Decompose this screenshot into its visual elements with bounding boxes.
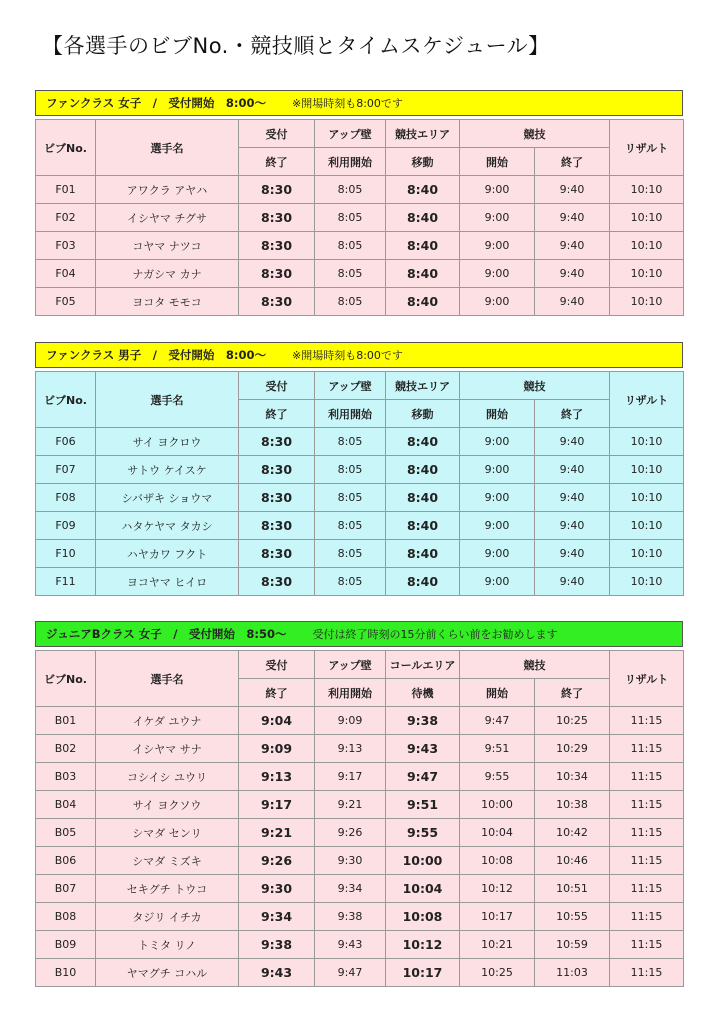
start-cell: 9:00 [460,428,535,456]
area-cell: 8:40 [386,540,460,568]
result-cell: 11:15 [610,903,684,931]
header-reception: 受付 [239,372,315,400]
reception-cell: 9:17 [239,791,315,819]
start-cell: 10:21 [460,931,535,959]
bib-cell: F10 [36,540,96,568]
start-cell: 9:00 [460,568,535,596]
area-cell: 8:40 [386,456,460,484]
table-row [36,847,684,875]
header-area-move: 移動 [386,148,460,176]
header-call-area: コールエリア [386,651,460,679]
table-row [36,540,684,568]
end-cell: 10:29 [535,735,610,763]
reception-cell: 9:38 [239,931,315,959]
name-cell: コヤマ ナツコ [96,232,239,260]
name-cell: サイ ヨクロウ [96,428,239,456]
table-row [36,707,684,735]
name-cell: ハタケヤマ タカシ [96,512,239,540]
end-cell: 10:46 [535,847,610,875]
table-row [36,763,684,791]
section-banner [35,342,683,368]
name-cell: イシヤマ チグサ [96,204,239,232]
result-cell: 11:15 [610,763,684,791]
table-row [36,512,684,540]
result-cell: 11:15 [610,791,684,819]
end-cell: 9:40 [535,232,610,260]
header-bib: ビブNo. [36,120,96,176]
end-cell: 9:40 [535,428,610,456]
start-cell: 9:00 [460,512,535,540]
warmup-cell: 8:05 [315,288,386,316]
end-cell: 9:40 [535,204,610,232]
reception-cell: 8:30 [239,568,315,596]
table-row [36,931,684,959]
start-cell: 9:47 [460,707,535,735]
header-call-area-wait: 待機 [386,679,460,707]
area-cell: 9:51 [386,791,460,819]
reception-cell: 8:30 [239,288,315,316]
end-cell: 9:40 [535,512,610,540]
name-cell: ナガシマ カナ [96,260,239,288]
header-bib: ビブNo. [36,372,96,428]
bib-cell: B07 [36,875,96,903]
banner-label: ジュニアBクラス 女子 / 受付開始 8:50～ [46,627,287,641]
start-cell: 9:00 [460,204,535,232]
reception-cell: 9:30 [239,875,315,903]
header-competition: 競技 [460,372,610,400]
reception-cell: 8:30 [239,204,315,232]
header-start: 開始 [460,148,535,176]
table-row [36,428,684,456]
name-cell: イケダ ユウナ [96,707,239,735]
header-name: 選手名 [96,372,239,428]
header-reception: 受付 [239,651,315,679]
warmup-cell: 9:13 [315,735,386,763]
table-row [36,232,684,260]
start-cell: 10:00 [460,791,535,819]
result-cell: 11:15 [610,819,684,847]
warmup-cell: 8:05 [315,484,386,512]
start-cell: 9:00 [460,232,535,260]
area-cell: 10:12 [386,931,460,959]
reception-cell: 9:43 [239,959,315,987]
start-cell: 10:25 [460,959,535,987]
name-cell: シバザキ ショウマ [96,484,239,512]
name-cell: サトウ ケイスケ [96,456,239,484]
table-row [36,735,684,763]
warmup-cell: 9:17 [315,763,386,791]
header-area-move: 移動 [386,400,460,428]
header-end: 終了 [535,148,610,176]
table-row [36,260,684,288]
result-cell: 10:10 [610,456,684,484]
result-cell: 10:10 [610,484,684,512]
end-cell: 10:51 [535,875,610,903]
name-cell: シマダ センリ [96,819,239,847]
header-name: 選手名 [96,120,239,176]
result-cell: 11:15 [610,931,684,959]
reception-cell: 9:13 [239,763,315,791]
name-cell: ハヤカワ フクト [96,540,239,568]
warmup-cell: 9:47 [315,959,386,987]
schedule-section-fan-women [35,90,683,316]
start-cell: 10:08 [460,847,535,875]
result-cell: 11:15 [610,875,684,903]
header-reception-end: 終了 [239,148,315,176]
bib-cell: F04 [36,260,96,288]
reception-cell: 8:30 [239,456,315,484]
bib-cell: B05 [36,819,96,847]
table-row [36,484,684,512]
reception-cell: 9:34 [239,903,315,931]
bib-cell: F03 [36,232,96,260]
header-warmup-start: 利用開始 [315,400,386,428]
warmup-cell: 8:05 [315,540,386,568]
result-cell: 11:15 [610,959,684,987]
bib-cell: B06 [36,847,96,875]
warmup-cell: 8:05 [315,260,386,288]
section-banner [35,90,683,116]
end-cell: 9:40 [535,260,610,288]
end-cell: 11:03 [535,959,610,987]
result-cell: 10:10 [610,232,684,260]
header-warmup: アップ壁 [315,651,386,679]
start-cell: 9:51 [460,735,535,763]
table-row [36,875,684,903]
result-cell: 10:10 [610,260,684,288]
banner-label: ファンクラス 女子 / 受付開始 8:00～ [46,96,267,110]
area-cell: 8:40 [386,232,460,260]
warmup-cell: 8:05 [315,512,386,540]
area-cell: 10:17 [386,959,460,987]
end-cell: 10:42 [535,819,610,847]
header-bib: ビブNo. [36,651,96,707]
warmup-cell: 9:34 [315,875,386,903]
name-cell: ヤマグチ コハル [96,959,239,987]
end-cell: 9:40 [535,176,610,204]
result-cell: 10:10 [610,428,684,456]
header-result: リザルト [610,120,684,176]
section-banner [35,621,683,647]
bib-cell: F05 [36,288,96,316]
schedule-section-fan-men [35,342,683,596]
warmup-cell: 8:05 [315,204,386,232]
header-warmup: アップ壁 [315,120,386,148]
header-area: 競技エリア [386,372,460,400]
table-row [36,176,684,204]
table-row [36,456,684,484]
bib-cell: F09 [36,512,96,540]
warmup-cell: 8:05 [315,232,386,260]
start-cell: 9:00 [460,260,535,288]
header-reception-end: 終了 [239,679,315,707]
reception-cell: 8:30 [239,232,315,260]
banner-note: 受付は終了時刻の15分前くらい前をお勧めします [312,628,558,641]
schedule-table [35,371,684,596]
bib-cell: B08 [36,903,96,931]
warmup-cell: 9:43 [315,931,386,959]
reception-cell: 9:21 [239,819,315,847]
header-warmup: アップ壁 [315,372,386,400]
name-cell: イシヤマ サナ [96,735,239,763]
end-cell: 10:59 [535,931,610,959]
name-cell: シマダ ミズキ [96,847,239,875]
result-cell: 10:10 [610,288,684,316]
schedule-table [35,119,684,316]
name-cell: セキグチ トウコ [96,875,239,903]
bib-cell: F02 [36,204,96,232]
bib-cell: F01 [36,176,96,204]
reception-cell: 8:30 [239,428,315,456]
header-result: リザルト [610,372,684,428]
warmup-cell: 9:09 [315,707,386,735]
area-cell: 9:47 [386,763,460,791]
area-cell: 10:04 [386,875,460,903]
start-cell: 9:00 [460,484,535,512]
end-cell: 10:55 [535,903,610,931]
end-cell: 9:40 [535,484,610,512]
end-cell: 10:34 [535,763,610,791]
bib-cell: F07 [36,456,96,484]
table-row [36,568,684,596]
bib-cell: B01 [36,707,96,735]
header-start: 開始 [460,400,535,428]
result-cell: 10:10 [610,176,684,204]
end-cell: 9:40 [535,288,610,316]
end-cell: 9:40 [535,456,610,484]
end-cell: 10:38 [535,791,610,819]
area-cell: 8:40 [386,512,460,540]
warmup-cell: 8:05 [315,456,386,484]
warmup-cell: 8:05 [315,428,386,456]
area-cell: 8:40 [386,568,460,596]
warmup-cell: 9:21 [315,791,386,819]
reception-cell: 8:30 [239,176,315,204]
reception-cell: 8:30 [239,512,315,540]
header-area: 競技エリア [386,120,460,148]
result-cell: 10:10 [610,568,684,596]
name-cell: タジリ イチカ [96,903,239,931]
header-competition: 競技 [460,651,610,679]
reception-cell: 9:26 [239,847,315,875]
header-competition: 競技 [460,120,610,148]
area-cell: 8:40 [386,204,460,232]
area-cell: 10:00 [386,847,460,875]
start-cell: 9:00 [460,456,535,484]
area-cell: 8:40 [386,260,460,288]
area-cell: 9:38 [386,707,460,735]
reception-cell: 8:30 [239,484,315,512]
table-row [36,204,684,232]
reception-cell: 8:30 [239,260,315,288]
table-row [36,959,684,987]
end-cell: 10:25 [535,707,610,735]
bib-cell: B04 [36,791,96,819]
reception-cell: 8:30 [239,540,315,568]
result-cell: 11:15 [610,735,684,763]
start-cell: 9:00 [460,176,535,204]
reception-cell: 9:09 [239,735,315,763]
result-cell: 11:15 [610,847,684,875]
area-cell: 8:40 [386,288,460,316]
warmup-cell: 9:38 [315,903,386,931]
header-reception: 受付 [239,120,315,148]
end-cell: 9:40 [535,568,610,596]
start-cell: 9:00 [460,540,535,568]
schedule-section-junior-b-women [35,621,683,987]
table-row [36,288,684,316]
header-end: 終了 [535,400,610,428]
schedule-table [35,650,684,987]
bib-cell: B02 [36,735,96,763]
area-cell: 8:40 [386,484,460,512]
end-cell: 9:40 [535,540,610,568]
name-cell: ヨコヤマ ヒイロ [96,568,239,596]
table-row [36,903,684,931]
header-end: 終了 [535,679,610,707]
area-cell: 8:40 [386,176,460,204]
warmup-cell: 9:30 [315,847,386,875]
header-warmup-start: 利用開始 [315,148,386,176]
banner-label: ファンクラス 男子 / 受付開始 8:00～ [46,348,267,362]
result-cell: 10:10 [610,512,684,540]
header-start: 開始 [460,679,535,707]
bib-cell: B09 [36,931,96,959]
area-cell: 9:55 [386,819,460,847]
name-cell: ヨコタ モモコ [96,288,239,316]
bib-cell: B10 [36,959,96,987]
start-cell: 9:55 [460,763,535,791]
warmup-cell: 8:05 [315,176,386,204]
table-row [36,819,684,847]
bib-cell: F11 [36,568,96,596]
result-cell: 10:10 [610,204,684,232]
bib-cell: B03 [36,763,96,791]
header-reception-end: 終了 [239,400,315,428]
header-name: 選手名 [96,651,239,707]
table-row [36,791,684,819]
name-cell: サイ ヨクソウ [96,791,239,819]
bib-cell: F06 [36,428,96,456]
area-cell: 8:40 [386,428,460,456]
start-cell: 10:12 [460,875,535,903]
reception-cell: 9:04 [239,707,315,735]
area-cell: 9:43 [386,735,460,763]
result-cell: 11:15 [610,707,684,735]
start-cell: 9:00 [460,288,535,316]
header-result: リザルト [610,651,684,707]
warmup-cell: 8:05 [315,568,386,596]
start-cell: 10:04 [460,819,535,847]
banner-note: ※開場時刻も8:00です [292,349,403,362]
banner-note: ※開場時刻も8:00です [292,97,403,110]
page-title: 【各選手のビブNo.・競技順とタイムスケジュール】 [42,34,550,58]
area-cell: 10:08 [386,903,460,931]
header-warmup-start: 利用開始 [315,679,386,707]
warmup-cell: 9:26 [315,819,386,847]
name-cell: コシイシ ユウリ [96,763,239,791]
name-cell: アワクラ アヤハ [96,176,239,204]
name-cell: トミタ リノ [96,931,239,959]
result-cell: 10:10 [610,540,684,568]
bib-cell: F08 [36,484,96,512]
start-cell: 10:17 [460,903,535,931]
